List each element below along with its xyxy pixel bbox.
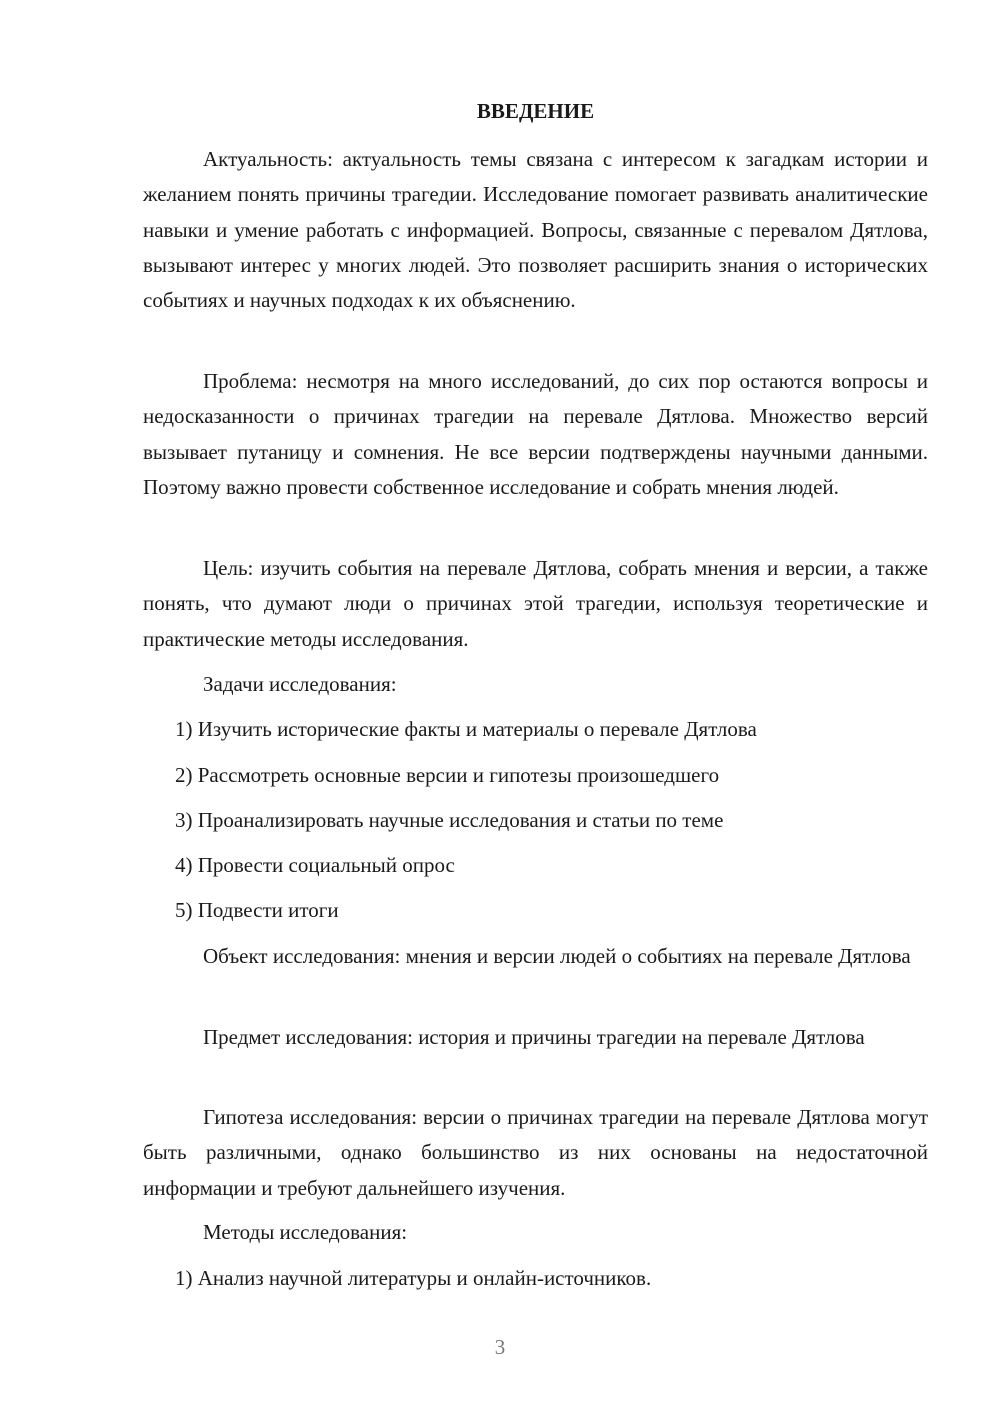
goal-paragraph: Цель: изучить события на перевале Дятлова, собрать мнения и версии, а также понять, что думают люди о причинах этой трагедии, используя теоретические и практические методы исследования. [143, 556, 928, 651]
method-item-1: 1) Анализ научной литературы и онлайн-источников. [175, 1266, 652, 1290]
task-item-3: 3) Проанализировать научные исследования и статьи по теме [175, 808, 724, 832]
hypothesis-paragraph: Гипотеза исследования: версии о причинах трагедии на перевале Дятлова могут быть различными, однако большинство из них основаны на недостаточной информации и требуют дальнейшего изучения. [143, 1105, 928, 1200]
subject-paragraph: Предмет исследования: история и причины трагедии на перевале Дятлова [203, 1025, 865, 1049]
object-paragraph: Объект исследования: мнения и версии людей о событиях на перевале Дятлова [203, 944, 911, 968]
task-item-2: 2) Рассмотреть основные версии и гипотезы произошедшего [175, 763, 720, 787]
page-number: 3 [494, 1335, 506, 1359]
task-item-5: 5) Подвести итоги [175, 898, 339, 922]
tasks-heading: Задачи исследования: [203, 672, 397, 696]
methods-heading: Методы исследования: [203, 1220, 408, 1244]
section-title: ВВЕДЕНИЕ [476, 99, 595, 123]
relevance-paragraph: Актуальность: актуальность темы связана с интересом к загадкам истории и желанием понять причины трагедии. Исследование помогает развивать аналитические навыки и умение работать с информацией. Вопросы, связанные с перевалом Дятлова, вызывают интерес у многих людей. Это позволяет расширить знания о исторических событиях и научных подходах к их объяснению. [143, 147, 928, 313]
problem-paragraph: Проблема: несмотря на много исследований, до сих пор остаются вопросы и недосказанности о причинах трагедии на перевале Дятлова. Множество версий вызывает путаницу и сомнения. Не все версии подтверждены научными данными. Поэтому важно провести собственное исследование и собрать мнения людей. [143, 369, 928, 499]
task-item-1: 1) Изучить исторические факты и материалы о перевале Дятлова [175, 717, 757, 741]
task-item-4: 4) Провести социальный опрос [175, 853, 455, 877]
